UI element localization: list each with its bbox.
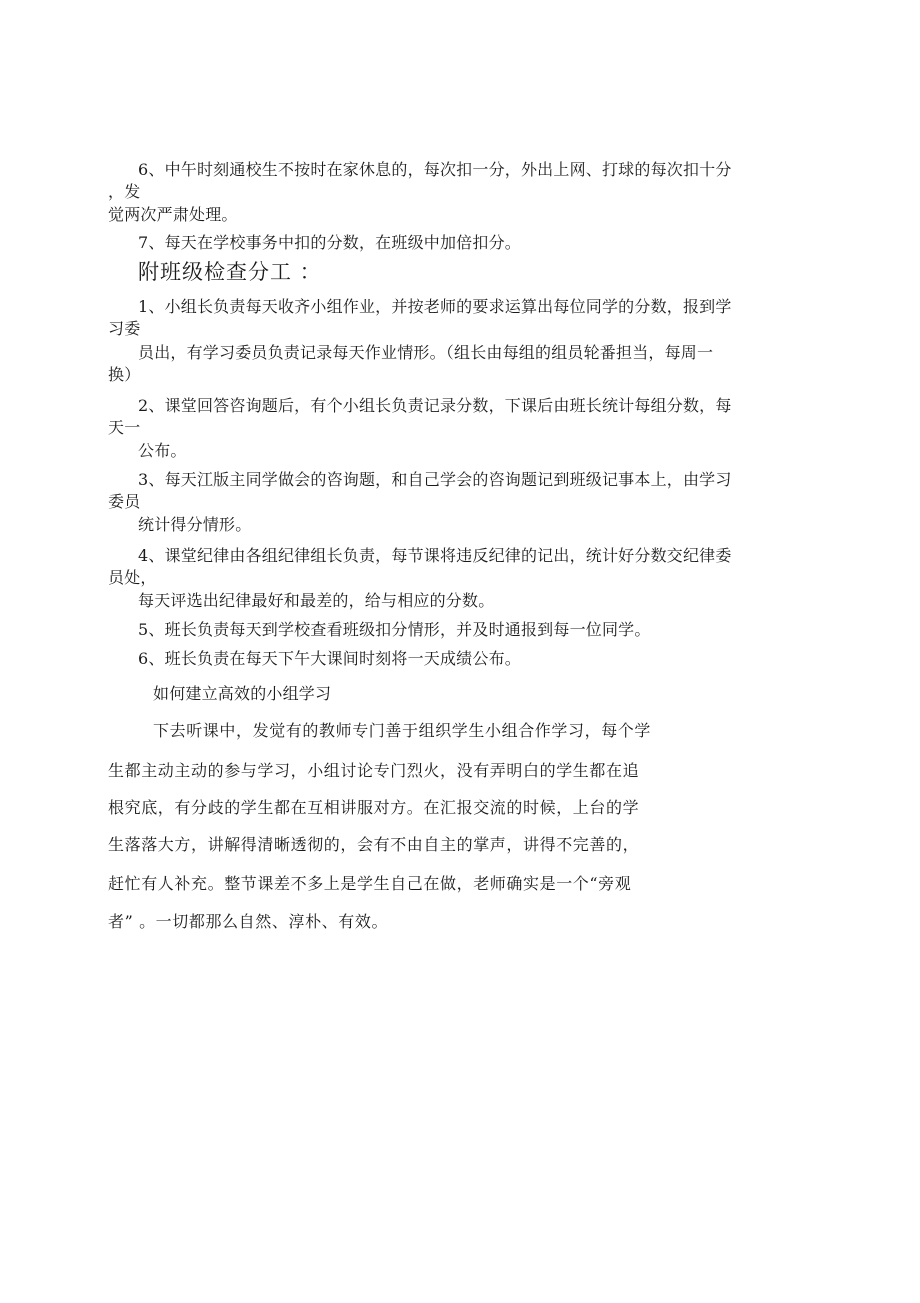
- article-title: 如何建立高效的小组学习: [153, 684, 332, 703]
- division-item-2-line-1: 2、课堂回答咨询题后，有个小组长负责记录分数，下课后由班长统计每组分数，每: [138, 396, 732, 415]
- division-item-2-line-3: 公布。: [138, 441, 187, 460]
- division-item-4-line-2: 员处，: [108, 568, 157, 587]
- division-item-4-line-1: 4、课堂纪律由各组纪律组长负责，每节课将违反纪律的记出，统计好分数交纪律委: [138, 546, 732, 565]
- division-heading: 附班级检查分工 ：: [138, 260, 322, 284]
- article-line-3: 根究底，有分歧的学生都在互相讲服对方。在汇报交流的时候，上台的学: [108, 798, 640, 817]
- division-item-1-line-2: 习委: [108, 319, 141, 338]
- article-line-5: 赶忙有人补充。整节课差不多上是学生自己在做，老师确实是一个“旁观: [108, 874, 632, 893]
- rule-6-line-2: ，发: [108, 182, 141, 201]
- division-item-2-line-2: 天一: [108, 418, 141, 437]
- article-line-1: 下去听课中，发觉有的教师专门善于组织学生小组合作学习，每个学: [153, 721, 652, 740]
- division-item-4-line-3: 每天评选出纪律最好和最差的，给与相应的分数。: [138, 591, 495, 610]
- article-line-2: 生都主动主动的参与学习，小组讨论专门烈火，没有弄明白的学生都在追: [108, 761, 640, 780]
- article-line-6: 者” 。一切都那么自然、淳朴、有效。: [108, 912, 389, 931]
- rule-7: 7、每天在学校事务中扣的分数，在班级中加倍扣分。: [138, 233, 521, 252]
- division-item-1-line-1: 1、小组长负责每天收齐小组作业，并按老师的要求运算出每位同学的分数，报到学: [138, 297, 732, 316]
- rule-6-line-3: 觉两次严肃处理。: [108, 205, 238, 224]
- rule-6-line-1: 6、中午时刻通校生不按时在家休息的，每次扣一分，外出上网、打球的每次扣十分: [138, 160, 732, 179]
- division-item-3-line-3: 统计得分情形。: [138, 515, 252, 534]
- article-line-4: 生落落大方，讲解得清晰透彻的，会有不由自主的掌声，讲得不完善的，: [108, 835, 640, 854]
- division-item-1-line-4: 换）: [108, 365, 141, 384]
- division-item-6: 6、班长负责在每天下午大课间时刻将一天成绩公布。: [138, 649, 521, 668]
- division-item-1-line-3: 员出，有学习委员负责记录每天作业情形。（组长由每组的组员轮番担当，每周一: [138, 343, 714, 362]
- division-item-3-line-1: 3、每天江版主同学做会的咨询题，和自己学会的咨询题记到班级记事本上，由学习: [138, 470, 732, 489]
- division-item-5: 5、班长负责每天到学校查看班级扣分情形，并及时通报到每一位同学。: [138, 620, 651, 639]
- division-item-3-line-2: 委员: [108, 492, 141, 511]
